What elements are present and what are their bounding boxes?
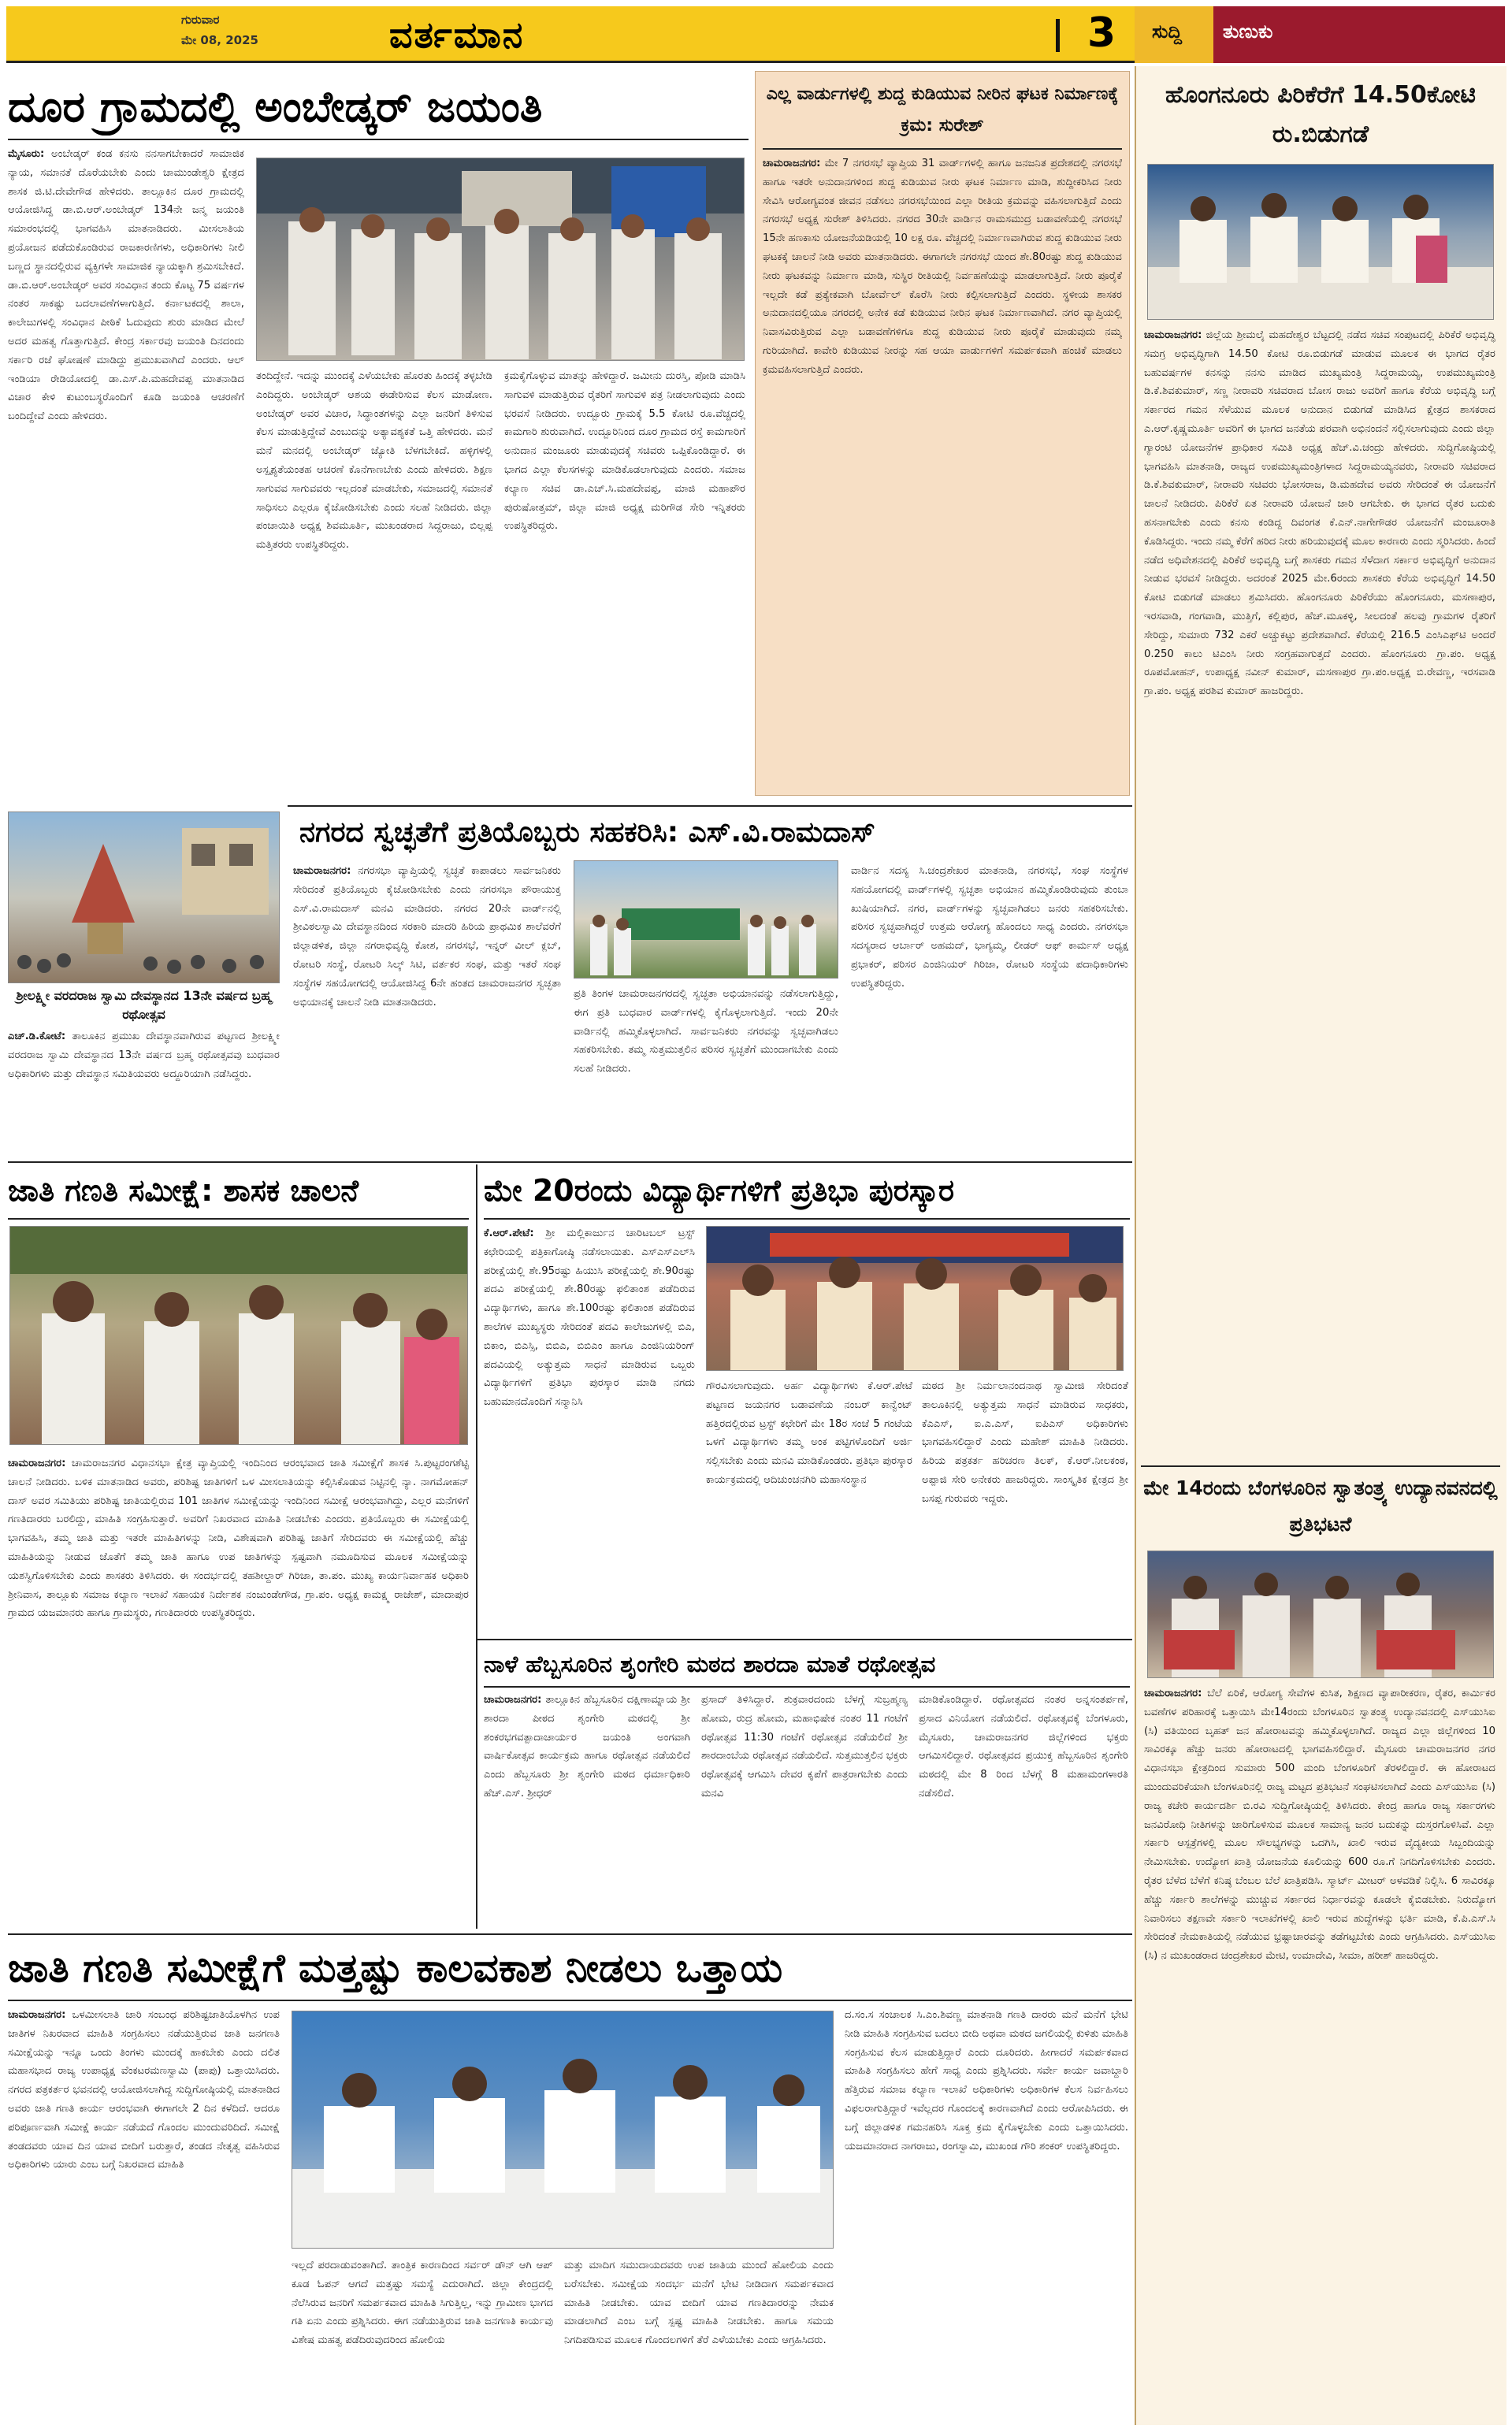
r1-photo-svg xyxy=(1148,165,1494,320)
a5-photo-svg xyxy=(10,1227,468,1445)
page-number: 3 xyxy=(1087,9,1116,57)
a6-col2: ಗೌರವಿಸಲಾಗುವುದು. ಅರ್ಹ ವಿದ್ಯಾರ್ಥಿಗಳು ಕೆ.ಆರ್.ಪೇಟೆ ಪಟ್ಟಣದ ಜಯನಗರ ಬಡಾವಣೆಯ ನಂಬರ್ ಕಾನ್ವೆಂಟ್ ಹತ್ತಿರದಲ್ಲಿರುವ ಟ್ರಸ್ಟ್ ಕಛೇರಿಗೆ ಮೇ 18ರ ಸಂಜೆ 5 ಗಂಟೆಯ ಒಳಗೆ ವಿದ್ಯಾರ್ಥಿಗಳು ತಮ್ಮ ಅಂಕ ಪಟ್ಟಿಗಳೊಂದಿಗೆ ಅರ್ಜಿ ಸಲ್ಲಿಸಬೇಕು ಎಂದು ಮನವಿ ಮಾಡಿಕೊಂಡರು. ಪ್ರತಿಭಾ ಪುರಸ್ಕಾರ ಕಾರ್ಯಕ್ರಮದಲ್ಲಿ ಆದಿಚುಂಚನಗಿರಿ ಮಹಾಸಂಸ್ಥಾನ xyxy=(706,1380,912,1486)
a6-col3: ಮಠದ ಶ್ರೀ ನಿರ್ಮಲಾನಂದನಾಥ ಸ್ವಾಮೀಜಿ ಸೇರಿದಂತೆ ತಾಲೂಕಿನಲ್ಲಿ ಅತ್ಯುತ್ತಮ ಸಾಧನೆ ಮಾಡಿರುವ ಸಾಧಕರು, ಕೆಎಎಸ್, ಐ.ಎ.ಎಸ್, ಐಪಿಎಸ್ ಅಧಿಕಾರಿಗಳು ಭಾಗವಹಿಸಲಿದ್ದಾರೆ ಎಂದು ಮಹೇಶ್ ಮಾಹಿತಿ ನೀಡಿದರು. ಹಿರಿಯ ಪತ್ರಕರ್ತ ಹರಿಚರಣ ತಿಲಕ್, ಕೆ.ಆರ್.ನೀಲಕಂಠ, ಅಪ್ಪಾಜಿ ಸೇರಿ ಅನೇಕರು ಹಾಜರಿದ್ದರು. ಸಾಂಸ್ಕೃತಿಕ ಕ್ಷೇತ್ರದ ಶ್ರೀ ಬಸಪ್ಪ ಗುರುವರು ಇದ್ದರು. xyxy=(922,1380,1128,1505)
a4-text-1: ನಗರಸಭಾ ವ್ಯಾಪ್ತಿಯಲ್ಲಿ ಸ್ವಚ್ಛತೆ ಕಾಪಾಡಲು ಸಾರ್ವಜನಿಕರು ಸೇರಿದಂತೆ ಪ್ರತಿಯೊಬ್ಬರು ಕೈಜೋಡಿಸಬೇಕು ಎಂದು ನಗರಸಭಾ ಪೌರಾಯುಕ್ತ ಎಸ್.ವಿ.ರಾಮದಾಸ್ ಮನವಿ ಮಾಡಿದರು. ನಗರದ 20ನೇ ವಾರ್ಡ್‌ನಲ್ಲಿ ಶ್ರೀವಿಠಲಸ್ವಾಮಿ ದೇವಸ್ಥಾನದಿಂದ ಸರಕಾರಿ ಮಾದರಿ ಹಿರಿಯ ಪ್ರಾಥಮಿಕ ಶಾಲೆವರೆಗೆ ಜಿಲ್ಲಾಡಳಿತ, ಜಿಲ್ಲಾ ನಗರಾಭಿವೃದ್ಧಿ ಕೋಶ, ನಗರಸಭೆ, ಇನ್ನರ್ ವೀಲ್ ಕ್ಲಬ್, ರೋಟರಿ ಸಂಸ್ಥೆ, ರೋಟರಿ ಸಿಲ್ಕ್ ಸಿಟಿ, ವರ್ತಕರ ಸಂಘ, ಮತ್ತು ಇತರೆ ಸಂಘ ಸಂಸ್ಥೆಗಳ ಸಹಯೋಗದಲ್ಲಿ ಆಯೋಜಿಸಿದ್ದ 6ನೇ ಹಂತದ ಚಾಮರಾಜನಗರ ಸ್ವಚ್ಛತಾ ಅಭಿಯಾನಕ್ಕೆ ಚಾಲನೆ ನೀಡಿ ಮಾತನಾಡಿದರು. xyxy=(293,865,561,1008)
a5-photo xyxy=(9,1226,468,1445)
r2-col1 xyxy=(1144,1684,1495,2423)
a6-dateline: ಕೆ.ಆರ್.ಪೇಟೆ: xyxy=(484,1227,534,1239)
a6-rule xyxy=(484,1218,1130,1220)
a4-dateline: ಚಾಮರಾಜನಗರ: xyxy=(293,865,351,877)
a8-text-1: ಒಳಮೀಸಲಾತಿ ಜಾರಿ ಸಂಬಂಧ ಪರಿಶಿಷ್ಟಜಾತಿಯೊಳಗಿನ ಉಪ ಜಾತಿಗಳ ನಿಖರವಾದ ಮಾಹಿತಿ ಸಂಗ್ರಹಿಸಲು ನಡೆಯುತ್ತಿರುವ ಜಾತಿ ಜನಗಣತಿ ಸಮೀಕ್ಷೆಯನ್ನು ಇನ್ನೂ ಒಂದು ತಿಂಗಳು ಮುಂದಕ್ಕೆ ಹಾಕಬೇಕು ಎಂದು ದಲಿತ ಮಹಾಸಭಾದ ರಾಜ್ಯ ಉಪಾಧ್ಯಕ್ಷ ವೆಂಕಟರಮಣಸ್ವಾಮಿ (ಪಾಪು) ಒತ್ತಾಯಿಸಿದರು. ನಗರದ ಪತ್ರಕರ್ತರ ಭವನದಲ್ಲಿ ಆಯೋಜಿಸಲಾಗಿದ್ದ ಸುದ್ದಿಗೋಷ್ಠಿಯಲ್ಲಿ ಮಾತನಾಡಿದ ಅವರು ಜಾತಿ ಗಣತಿ ಕಾರ್ಯ ಆರಂಭವಾಗಿ ಈಗಾಗಲೇ 2 ದಿನ ಕಳೆದಿದೆ. ಆದರೂ ಪರಿಪೂರ್ಣವಾಗಿ ಸಮೀಕ್ಷೆ ಕಾರ್ಯ ನಡೆಯದೆ ಗೊಂದಲ ಮುಂದುವರಿದಿದೆ. ಸಮೀಕ್ಷೆ ತಂಡದವರು ಯಾವ ದಿನ ಯಾವ ಬೀದಿಗೆ ಬರುತ್ತಾರೆ, ತಂಡದ ನೇತೃತ್ವ ವಹಿಸಿರುವ ಅಧಿಕಾರಿಗಳು ಯಾರು ಎಂಬ ಬಗ್ಗೆ ನಿಖರವಾದ ಮಾಹಿತಿ xyxy=(8,2009,280,2171)
r2-dateline: ಚಾಮರಾಜನಗರ: xyxy=(1144,1688,1202,1699)
a5-top-rule xyxy=(8,1161,1132,1163)
a8-col2: ಇಲ್ಲದೆ ಪರದಾಡುವಂತಾಗಿದೆ. ತಾಂತ್ರಿಕ ಕಾರಣದಿಂದ ಸರ್ವರ್ ಡೌನ್ ಆಗಿ ಆಪ್ ಕೂಡ ಓಪನ್ ಆಗದೆ ಮತ್ತಷ್ಟು ಸಮಸ್ಯೆ ಎದುರಾಗಿದೆ. ಜಿಲ್ಲಾ ಕೇಂದ್ರದಲ್ಲಿ ನೆಲೆಸಿರುವ ಜನರಿಗೆ ಸಮರ್ಪಕವಾದ ಮಾಹಿತಿ ಸಿಗುತ್ತಿಲ್ಲ, ಇನ್ನು ಗ್ರಾಮೀಣ ಭಾಗದ ಗತಿ ಏನು ಎಂದು ಪ್ರಶ್ನಿಸಿದರು. ಈಗ ನಡೆಯುತ್ತಿರುವ ಜಾತಿ ಜನಗಣತಿ ಕಾರ್ಯವು ವಿಶೇಷ ಮಹತ್ವ ಪಡೆದಿರುವುದರಿಂದ ಹೋಲಿಯ xyxy=(292,2260,553,2347)
a1-col2: ತಂದಿದ್ದೇನೆ. ಇದನ್ನು ಮುಂದಕ್ಕೆ ಎಳೆಯಬೇಕು ಹೊರತು ಹಿಂದಕ್ಕೆ ತಳ್ಳಬೇಡಿ ಎಂದಿದ್ದರು. ಅಂಬೇಡ್ಕರ್ ಆಶಯ ಈಡೇರಿಸುವ ಕೆಲಸ ಮಾಡೋಣ. ಅಂಬೇಡ್ಕರ್ ಅವರ ವಿಚಾರ, ಸಿದ್ಧಾಂತಗಳನ್ನು ಎಲ್ಲಾ ಜನರಿಗೆ ತಿಳಿಸುವ ಕೆಲಸ ಮಾಡುತ್ತಿದ್ದೇವೆ ಎಂಬುದನ್ನು ಅತ್ಯಾವಶ್ಯಕತೆ ಒತ್ತಿ ಹೇಳಿದರು. ಮನೆ ಮನೆ ಮನದಲ್ಲಿ ಅಂಬೇಡ್ಕರ್ ಜ್ಯೋತಿ ಬೆಳಗಬೇಕಿದೆ. ಹಳ್ಳಿಗಳಲ್ಲಿ ಅಸ್ಪೃಶ್ಯತೆಯಂತಹ ಆಚರಣೆ ಕೊನೆಗಾಣಬೇಕು ಎಂದು ಹೇಳಿದರು. ಶಿಕ್ಷಣ ಸಾಗುವವ ಸಾಗುವವರು ಇಲ್ಲದಂತೆ ಮಾಡಬೇಕು, ಸಮಾಜದಲ್ಲಿ ಸಮಾನತೆ ಸಾಧಿಸಲು ಎಲ್ಲರೂ ಕೈಜೋಡಿಸಬೇಕು ಎಂದು ಸಲಹೆ ನೀಡಿದರು. ಜಿಲ್ಲಾ ಪಂಚಾಯಿತಿ ಅಧ್ಯಕ್ಷ ಶಿವಮೂರ್ತಿ, ಮುಖಂಡರಾದ ಸಿದ್ದರಾಜು, ಬಿಲ್ಲಪ್ಪ ಮತ್ತಿತರರು ಉಪಸ್ಥಿತರಿದ್ದರು. xyxy=(256,370,492,552)
r1-headline: ಹೊಂಗನೂರು ಪಿರಿಕೆರೆಗೆ 14.50ಕೋಟಿ ರು.ಬಿಡುಗಡೆ xyxy=(1165,81,1476,148)
a7-rule xyxy=(484,1686,1130,1688)
a1-dateline: ಮೈಸೂರು: xyxy=(8,148,45,160)
a5-col1 xyxy=(8,1454,469,1886)
a5-rule xyxy=(8,1218,469,1220)
a8-col1 xyxy=(8,2006,280,2423)
section-tag-a-text: ಸುದ್ದಿ xyxy=(1152,20,1183,43)
r1-text: ಜಿಲ್ಲೆಯ ಶ್ರೀಮಲೈ ಮಹದೇಶ್ವರ ಬೆಟ್ಟದಲ್ಲಿ ನಡೆದ ಸಚಿವ ಸಂಪುಟದಲ್ಲಿ ಪಿರಿಕೆರೆ ಅಭಿವೃದ್ಧಿ ಸಮಗ್ರ ಅಭಿವೃದ್ಧಿಗಾಗಿ 14.50 ಕೋಟಿ ರೂ.ಬಿಡುಗಡೆ ಮಾಡುವ ಮೂಲಕ ಈ ಭಾಗದ ರೈತರ ಬಹುವರ್ಷಗಳ ಕನಸನ್ನು ನನಸು ಮಾಡಿದ ಮುಖ್ಯಮಂತ್ರಿ ಸಿದ್ದರಾಮಯ್ಯ, ಉಪಮುಖ್ಯಮಂತ್ರಿ ಡಿ.ಕೆ.ಶಿವಕುಮಾರ್, ಸಣ್ಣ ನೀರಾವರಿ ಸಚಿವರಾದ ಬೋಸ ರಾಜು ಅವರಿಗೆ ಹಾಗೂ ಕೆರೆಯ ಅಭಿವೃದ್ಧಿ ಬಗ್ಗೆ ಸರ್ಕಾರದ ಗಮನ ಸೆಳೆಯುವ ಮೂಲಕ ಅನುದಾನ ಬಿಡುಗಡೆ ಮಾಡಿಸಿದ ಕ್ಷೇತ್ರದ ಶಾಸಕರಾದ ಎ.ಆರ್.ಕೃಷ್ಣಮೂರ್ತಿ ಅವರಿಗೆ ಈ ಭಾಗದ ಜನತೆಯ ಪರವಾಗಿ ಅಭಿನಂದನೆ ಸಲ್ಲಿಸಲಾಗುವುದು ಎಂದು ಜಿಲ್ಲಾ ಗ್ಯಾರಂಟಿ ಯೋಜನೆಗಳ ಪ್ರಾಧಿಕಾರ ಸಮಿತಿ ಅಧ್ಯಕ್ಷ ಹೆಚ್.ವಿ.ಚಂದ್ರು ಹೇಳಿದರು. ಸುದ್ದಿಗೋಷ್ಠಿಯಲ್ಲಿ ಭಾಗವಹಿಸಿ ಮಾತನಾಡಿ, ರಾಜ್ಯದ ಉಪಮುಖ್ಯಮಂತ್ರಿಗಳಾದ ಸಿದ್ದರಾಮಯ್ಯನವರು, ನೀರಾವರಿ ಸಚಿವರಾದ ಡಿ.ಕೆ.ಶಿವಕುಮಾರ್, ನೀರಾವರಿ ಸಚಿವರು ಭೋಸರಾಜ, ಡಿ.ಮಹದೇವ ಅವರು ಸೇರಿದಂತೆ ಈ ಯೋಜನೆಗೆ ಚಾಲನೆ ನೀಡಿದರು. ಪಿರಿಕೆರೆ ಏತ ನೀರಾವರಿ ಯೋಜನೆ ಜಾರಿ ಆಗಬೇಕು. ಈ ಭಾಗದ ರೈತರ ಬದುಕು ಹಸನಾಗಬೇಕು ಎಂದು ಕನಸು ಕಂಡಿದ್ದ ದಿವಂಗತ ಕೆ.ಎನ್.ನಾಗೇಗೌಡರ ಯೋಜನೆಗೆ ಮಂಜೂರಾತಿ ಕೊಡಿಸಿದ್ದರು. ಇಂದು ನಮ್ಮ ಕೆರೆಗೆ ಹರಿದ ನೀರು ಹರಿಯುವುದಕ್ಕೆ ಮೂಲ ಕಾರಣರು ಎಂದು ಸ್ಮರಿಸಿದರು. ಹಿಂದೆ ನಡೆದ ಅಧಿವೇಶನದಲ್ಲಿ ಪಿರಿಕೆರೆ ಅಭಿವೃದ್ಧಿ ಬಗ್ಗೆ ಶಾಸಕರು ಗಮನ ಸೆಳೆದಾಗ ಸರ್ಕಾರ ಅಭಿವೃದ್ಧಿಗೆ ಅನುದಾನ ನೀಡುವ ಭರವಸೆ ನೀಡಿದ್ದರು. ಅದರಂತೆ 2025 ಮೇ.6ರಂದು ಶಾಸಕರು ಕೆರೆಯ ಅಭಿವೃದ್ಧಿಗೆ 14.50 ಕೋಟಿ ಬಿಡುಗಡೆ ಮಾಡಲು ಶ್ರಮಿಸಿದರು. ಹೊಂಗನೂರು ಪಿರಿಕೆರೆಯು ಹೊಂಗನೂರು, ಮಸಣಾಪುರ, ಇರಸವಾಡಿ, ಗಂಗವಾಡಿ, ಮುತ್ತಿಗೆ, ಕಲ್ಲಿಪುರ, ಹೆಚ್.ಮೂಕಳ್ಳಿ, ಸೀಲದಂತೆ ಹಲವು ಗ್ರಾಮಗಳ ರೈತರಿಗೆ ಸೇರಿದ್ದು, ಸುಮಾರು 732 ಎಕರೆ ಅಚ್ಚುಕಟ್ಟು ಪ್ರದೇಶವಾಗಿದೆ. ಕೆರೆಯಲ್ಲಿ 216.5 ಎಂಸಿಎಫ್‌ಟಿ ಅಂದರೆ 0.250 ಕಾಲು ಟಿಎಂಸಿ ನೀರು ಸಂಗ್ರಹವಾಗುತ್ತದೆ ಎಂದರು. ಹೊಂಗನೂರು ಗ್ರಾ.ಪಂ. ಅಧ್ಯಕ್ಷ ರೂಪಮೋಹನ್, ಉಪಾಧ್ಯಕ್ಷ ನವೀನ್ ಕುಮಾರ್, ಮಸಣಾಪುರ ಗ್ರಾ.ಪಂ.ಅಧ್ಯಕ್ಷ ಬಿ.ರೇವಣ್ಣ, ಇರಸವಾಡಿ ಗ್ರಾ.ಪಂ. ಅಧ್ಯಕ್ಷ ಪರಶಿವ ಕುಮಾರ್ ಹಾಜರಿದ್ದರು. xyxy=(1144,329,1495,698)
r1-dateline: ಚಾಮರಾಜನಗರ: xyxy=(1144,329,1202,341)
r1-photo xyxy=(1147,164,1494,320)
section-tag-a xyxy=(1135,6,1213,63)
a2-text: ಮೇ 7 ನಗರಸಭೆ ವ್ಯಾಪ್ತಿಯ 31 ವಾರ್ಡ್‌ಗಳಲ್ಲಿ ಹಾಗೂ ಜನಜನಿತ ಪ್ರದೇಶದಲ್ಲಿ ನಗರಸಭೆ ಹಾಗೂ ಇತರೇ ಅನುದಾನಗಳಿಂದ ಶುದ್ದ ಕುಡಿಯುವ ನೀರು ಘಟಕ ನಿರ್ಮಾಣ ಮಾಡಿ, ಶುದ್ದೀಕರಿಸಿದ ನೀರು ಸೇವಿಸಿ ಆರೋಗ್ಯವಂತ ಜೀವನ ನಡೆಸಲು ನಗರಸಭೆಯಿಂದ ಎಲ್ಲಾ ರೀತಿಯ ಕ್ರಮವನ್ನು ವಹಿಸಲಾಗುತ್ತಿದೆ ಎಂದು ನಗರಸಭೆ ಅಧ್ಯಕ್ಷ ಸುರೇಶ್ ತಿಳಿಸಿದರು. ನಗರದ 30ನೇ ವಾರ್ಡಿನ ರಾಮಸಮುದ್ರ ಬಡಾವಣೆಯಲ್ಲಿ ನಗರಸಭೆ 15ನೇ ಹಣಕಾಸು ಯೋಜನೆಯಡಿಯಲ್ಲಿ 10 ಲಕ್ಷ ರೂ. ವೆಚ್ಚದಲ್ಲಿ ನಿರ್ಮಾಣವಾಗಿರುವ ಶುದ್ದ ಕುಡಿಯುವ ನೀರು ಘಟಕಕ್ಕೆ ಚಾಲನೆ ನೀಡಿ ಅವರು ಮಾತನಾಡಿದರು. ಈಗಾಗಲೇ ನಗರಸಭೆ ಯಿಂದ ಶೇ.80ರಷ್ಟು ಶುದ್ದ ಕುಡಿಯುವ ನೀರು ಘಟಕವನ್ನು ನಿರ್ಮಾಣ ಮಾಡಿ, ಸುಸ್ಥಿರ ರೀತಿಯಲ್ಲಿ ನಿರ್ವಹಣೆಯನ್ನು ಮಾಡಲಾಗುತ್ತಿದೆ. ನೀರು ಪೂರೈಕೆ ಇಲ್ಲದೇ ಕಡೆ ಪ್ರತ್ಯೇಕವಾಗಿ ಬೋರ್ವೆಲ್ ಕೊರೆಸಿ ನೀರು ಕಲ್ಪಿಸಲಾಗುತ್ತಿದೆ ಎಂದರು. ಸ್ಥಳೀಯ ಶಾಸಕರ ಅನುದಾನದಲ್ಲಿಯೂ ನಗರದಲ್ಲಿ ಅನೇಕ ಕಡೆ ಕುಡಿಯುವ ನೀರಿನ ಘಟಕ ನಿರ್ಮಾಣವಾಗಿದೆ. ನಗರ ವ್ಯಾಪ್ತಿಯಲ್ಲಿ ನಿವಾಸವಿರುತ್ತಿರುವ ಎಲ್ಲಾ ಬಡಾವಣೆಗಳಿಗೂ ಶುದ್ದ ಕುಡಿಯುವ ನೀರು ಪೂರೈಕೆ ಮಾಡುವುದು ನಮ್ಮ ಗುರಿಯಾಗಿದೆ. ಕಾವೇರಿ ಕುಡಿಯುವ ನೀರನ್ನು ಸಹ ಆಯಾ ವಾರ್ಡುಗಳಿಗೆ ಸಮರ್ಪಕವಾಗಿ ಹಂಚಿಕೆ ಮಾಡಲು ಕ್ರಮವಹಿಸಲಾಗುತ್ತಿದೆ ಎಂದರು. xyxy=(763,158,1122,376)
r2-text: ಬೆಲೆ ಏರಿಕೆ, ಆರೋಗ್ಯ ಸೇವೆಗಳ ಕುಸಿತ, ಶಿಕ್ಷಣದ ವ್ಯಾಪಾರೀಕರಣ, ರೈತರ, ಕಾರ್ಮಿಕರ ಬವಣೆಗಳ ಪರಿಹಾರಕ್ಕೆ ಒತ್ತಾಯಿಸಿ ಮೇ14ರಂದು ಬೆಂಗಳೂರಿನ ಸ್ವಾತಂತ್ರ್ಯ ಉದ್ಯಾನವನದಲ್ಲಿ ಎಸ್‌ಯುಸಿಐ (ಸಿ) ವತಿಯಿಂದ ಬೃಹತ್ ಜನ ಹೋರಾಟವನ್ನು ಹಮ್ಮಿಕೊಳ್ಳಲಾಗಿದೆ. ರಾಜ್ಯದ ಎಲ್ಲಾ ಜಿಲ್ಲೆಗಳಿಂದ 10 ಸಾವಿರಕ್ಕೂ ಹೆಚ್ಚು ಜನರು ಹೋರಾಟದಲ್ಲಿ ಭಾಗವಹಿಸಲಿದ್ದಾರೆ. ಮೈಸೂರು ಚಾಮರಾಜನಗರ ನಗರ ವಿಧಾನಸಭಾ ಕ್ಷೇತ್ರದಿಂದ ಸುಮಾರು 500 ಮಂದಿ ಬೆಂಗಳೂರಿಗೆ ತೆರಳಲಿದ್ದಾರೆ. ಈ ಹೋರಾಟದ ಮುಂದುವರಿಕೆಯಾಗಿ ಬೆಂಗಳೂರಿನಲ್ಲಿ ರಾಜ್ಯ ಮಟ್ಟದ ಪ್ರತಿಭಟನೆ ಸಂಘಟಿಸಲಾಗಿದೆ ಎಂದು ಎಸ್‌ಯುಸಿಐ (ಸಿ) ರಾಜ್ಯ ಕಚೇರಿ ಕಾರ್ಯದರ್ಶಿ ಬಿ.ರವಿ ಸುದ್ದಿಗೋಷ್ಠಿಯಲ್ಲಿ ತಿಳಿಸಿದರು. ಕೇಂದ್ರ ಹಾಗೂ ರಾಜ್ಯ ಸರ್ಕಾರಗಳು ಜನವಿರೋಧಿ ನೀತಿಗಳನ್ನು ಜಾರಿಗೊಳಿಸುವ ಮೂಲಕ ಸಾಮಾನ್ಯ ಜನರ ಬದುಕನ್ನು ದುಸ್ತರಗೊಳಿಸಿವೆ. ಎಲ್ಲಾ ಸರ್ಕಾರಿ ಆಸ್ಪತ್ರೆಗಳಲ್ಲಿ ಮೂಲ ಸೌಲಭ್ಯಗಳನ್ನು ಒದಗಿಸಿ, ಖಾಲಿ ಇರುವ ವೈದ್ಯಕೀಯ ಸಿಬ್ಬಂದಿಯನ್ನು ನೇಮಿಸಬೇಕು. ಉದ್ಯೋಗ ಖಾತ್ರಿ ಯೋಜನೆಯ ಕೂಲಿಯನ್ನು 600 ರೂ.ಗೆ ನಿಗದಿಗೊಳಿಸಬೇಕು ಎಂದರು. ರೈತರ ಬೆಳೆದ ಬೆಳೆಗೆ ಕನಿಷ್ಠ ಬೆಂಬಲ ಬೆಲೆ ಖಾತ್ರಿಪಡಿಸಿ. ಸ್ಮಾರ್ಟ್ ಮೀಟರ್ ಅಳವಡಿಕೆ ನಿಲ್ಲಿಸಿ. 6 ಸಾವಿರಕ್ಕೂ ಹೆಚ್ಚು ಸರ್ಕಾರಿ ಶಾಲೆಗಳನ್ನು ಮುಚ್ಚುವ ಸರ್ಕಾರದ ನಿರ್ಧಾರವನ್ನು ಕೂಡಲೇ ಕೈಬಿಡಬೇಕು. ನಿರುದ್ಯೋಗ ನಿವಾರಿಸಲು ತಕ್ಷಣವೇ ಸರ್ಕಾರಿ ಇಲಾಖೆಗಳಲ್ಲಿ ಖಾಲಿ ಇರುವ ಹುದ್ದೆಗಳನ್ನು ಭರ್ತಿ ಮಾಡಿ, ಕೆ.ಪಿ.ಎಸ್.ಸಿ ಸೇರಿದಂತೆ ನೇಮಕಾತಿಯಲ್ಲಿ ನಡೆಯುವ ಭ್ರಷ್ಟಾಚಾರವನ್ನು ತಡೆಗಟ್ಟಬೇಕು ಎಂದು ಆಗ್ರಹಿಸಿದರು. ಎಸ್‌ಯುಸಿಐ (ಸಿ) ನ ಮುಖಂಡರಾದ ಚಂದ್ರಶೇಖರ ಮೇಟಿ, ಉಮಾದೇವಿ, ಸೀಮಾ, ಹರೀಶ್ ಹಾಜರಿದ್ದರು. xyxy=(1144,1688,1495,1963)
a8-headline: ಜಾತಿ ಗಣತಿ ಸಮೀಕ್ಷೆಗೆ ಮತ್ತಷ್ಟು ಕಾಲವಕಾಶ ನೀಡಲು ಒತ್ತಾಯ xyxy=(8,1945,783,1991)
a2-col1 xyxy=(763,154,1122,791)
a8-dateline: ಚಾಮರಾಜನಗರ: xyxy=(8,2009,66,2021)
a7-text-1: ತಾಲ್ಲೂಕಿನ ಹೆಬ್ಬಸೂರಿನ ದಕ್ಷಿಣಾಮ್ನಾಯ ಶ್ರೀ ಶಾರದಾ ಪೀಠದ ಶೃಂಗೇರಿ ಮಠದಲ್ಲಿ ಶ್ರೀ ಶಂಕರಭಗವತ್ಪಾದಾಚಾರ್ಯರ ಜಯಂತಿ ಅಂಗವಾಗಿ ವಾರ್ಷಿಕೋತ್ಸವ ಕಾರ್ಯಕ್ರಮ ಹಾಗೂ ರಥೋತ್ಸವ ನಡೆಯಲಿದೆ ಎಂದು ಹೆಬ್ಬಸೂರು ಶ್ರೀ ಶೃಂಗೇರಿ ಮಠದ ಧರ್ಮಾಧಿಕಾರಿ ಹೆಚ್.ಎಸ್. ಶ್ರೀಧರ್ xyxy=(484,1694,690,1799)
a1-text-1: ಅಂಬೇಡ್ಕರ್ ಕಂಡ ಕನಸು ನನಸಾಗಬೇಕಾದರೆ ಸಾಮಾಜಿಕ ನ್ಯಾಯ, ಸಮಾನತೆ ದೊರೆಯಬೇಕು ಎಂದು ಚಾಮುಂಡೇಶ್ವರಿ ಕ್ಷೇತ್ರದ ಶಾಸಕ ಜಿ.ಟಿ.ದೇವೇಗೌಡ ಹೇಳಿದರು. ತಾಲ್ಲೂಕಿನ ದೂರ ಗ್ರಾಮದಲ್ಲಿ ಆಯೋಜಿಸಿದ್ದ ಡಾ.ಬಿ.ಆರ್.ಅಂಬೇಡ್ಕರ್ 134ನೇ ಜನ್ಮ ಜಯಂತಿ ಸಮಾರಂಭದಲ್ಲಿ ಭಾಗವಹಿಸಿ ಮಾತನಾಡಿದರು. ಮೀಸಲಾತಿಯ ಪ್ರಯೋಜನ ಪಡೆದುಕೊಂಡಿರುವ ರಾಜಕಾರಣಿಗಳು, ಅಧಿಕಾರಿಗಳು ನೀಲಿ ಬಣ್ಣದ ಸ್ಥಾನದಲ್ಲಿರುವ ವ್ಯಕ್ತಿಗಳೇ ಸಾಮಾಜಿಕ ನ್ಯಾಯಕ್ಕಾಗಿ ಶ್ರಮಿಸಬೇಕಿದೆ. ಡಾ.ಬಿ.ಆರ್.ಅಂಬೇಡ್ಕರ್ ಅವರ ಸಂವಿಧಾನ ತಂದು ಕೊಟ್ಟ 75 ವರ್ಷಗಳ ನಂತರ ಸಾಕಷ್ಟು ಬದಲಾವಣೆಗಳಾಗುತ್ತಿದೆ. ಕರ್ನಾಟಕದಲ್ಲಿ ಶಾಲಾ, ಕಾಲೇಜುಗಳಲ್ಲಿ ಸಂವಿಧಾನ ಪೀಠಿಕೆ ಓದುವುದು ಶುರು ಮಾಡಿದ ಮೇಲೆ ಅದರ ಮಹತ್ವ ಗೊತ್ತಾಗುತ್ತಿದೆ. ಕೇಂದ್ರ ಸರ್ಕಾರವು ಜಯಂತಿ ದಿನದಂದು ಸರ್ಕಾರಿ ರಜೆ ಘೋಷಣೆ ಮಾಡಿದ್ದು ಪ್ರಮುಖವಾಗಿದೆ ಎಂದರು. ಆಲ್ ಇಂಡಿಯಾ ರೇಡಿಯೋದಲ್ಲಿ ಡಾ.ಎಸ್.ಪಿ.ಮಹದೇವಪ್ಪ ಮಾತನಾಡಿದ ವಿಚಾರ ಕೇಳಿ ಕುಟುಂಬಸ್ಥರೊಂದಿಗೆ ಕೂಡಿ ಜಯಂತಿ ಆಚರಣೆಗೆ ಬಂದಿದ್ದೇವೆ ಎಂದು ಹೇಳಿದರು. xyxy=(8,148,244,423)
r1-col1 xyxy=(1144,326,1495,1462)
a1-photo-svg xyxy=(257,158,745,361)
a5-dateline: ಚಾಮರಾಜನಗರ: xyxy=(8,1458,66,1469)
a2-headline: ಎಲ್ಲ ವಾರ್ಡುಗಳಲ್ಲಿ ಶುದ್ದ ಕುಡಿಯುವ ನೀರಿನ ಘಟಕ ನಿರ್ಮಾಣಕ್ಕೆ ಕ್ರಮ: ಸುರೇಶ್ xyxy=(766,84,1119,136)
a6-photo xyxy=(706,1226,1124,1371)
a8-photo-svg xyxy=(292,2011,834,2249)
a5-headline: ಜಾತಿ ಗಣತಿ ಸಮೀಕ್ಷೆ: ಶಾಸಕ ಚಾಲನೆ xyxy=(8,1173,358,1208)
a4-photo-svg xyxy=(574,861,838,979)
a1-col3: ಕ್ರಮಕೈಗೊಳ್ಳುವ ಮಾತನ್ನು ಹೇಳಿದ್ದಾರೆ. ಜಮೀನು ದುರಸ್ತಿ, ಪೋಡಿ ಮಾಡಿಸಿ ಸಾಗುವಳಿ ಮಾಡುತ್ತಿರುವ ರೈತರಿಗೆ ಸಾಗುವಳಿ ಪತ್ರ ನೀಡಲಾಗುವುದು ಎಂದು ಭರವಸೆ ನೀಡಿದರು. ಉದ್ಬೂರು ಗ್ರಾಮಕ್ಕೆ 5.5 ಕೋಟಿ ರೂ.ವೆಚ್ಚದಲ್ಲಿ ಕಾಮಗಾರಿ ಶುರುವಾಗಿದೆ. ಉದ್ಬೂರಿನಿಂದ ದೂರ ಗ್ರಾಮದ ರಸ್ತೆ ಕಾಮಗಾರಿಗೆ ಅನುದಾನ ಮಂಜೂರು ಮಾಡುವುದಕ್ಕೆ ಸಚಿವರು ಒಪ್ಪಿಕೊಂಡಿದ್ದಾರೆ. ಈ ಭಾಗದ ಎಲ್ಲಾ ಕೆಲಸಗಳನ್ನು ಮಾಡಿಕೊಡಲಾಗುವುದು ಎಂದರು. ಸಮಾಜ ಕಲ್ಯಾಣ ಸಚಿವ ಡಾ.ಎಚ್.ಸಿ.ಮಹದೇವಪ್ಪ, ಮಾಜಿ ಮಹಾಪೌರ ಪುರುಷೋತ್ತಮ್, ಜಿಲ್ಲಾ ಮಾಜಿ ಅಧ್ಯಕ್ಷ ಮರಿಗೌಡ ಸೇರಿ ಇನ್ನಿತರರು ಉಪಸ್ಥಿತರಿದ್ದರು. xyxy=(504,370,745,533)
r2-photo-svg xyxy=(1148,1551,1494,1678)
a7-col3: ಮಾಡಿಕೊಂಡಿದ್ದಾರೆ. ರಥೋತ್ಸವದ ನಂತರ ಅನ್ನಸಂತರ್ಪಣೆ, ಪ್ರಸಾದ ವಿನಿಯೋಗ ನಡೆಯಲಿದೆ. ರಥೋತ್ಸವಕ್ಕೆ ಬೆಂಗಳೂರು, ಮೈಸೂರು, ಚಾಮರಾಜನಗರ ಜಿಲ್ಲೆಗಳಿಂದ ಭಕ್ತರು ಆಗಮಿಸಲಿದ್ದಾರೆ. ರಥೋತ್ಸವದ ಪ್ರಯುಕ್ತ ಹೆಬ್ಬಸೂರಿನ ಶೃಂಗೇರಿ ಮಠದಲ್ಲಿ ಮೇ 8 ರಿಂದ ಬೆಳಗ್ಗೆ 8 ಮಹಾಮಂಗಳಾರತಿ ನಡೆಸಲಿದೆ. xyxy=(919,1694,1128,1799)
a4-col2: ಪ್ರತಿ ತಿಂಗಳ ಚಾಮರಾಜನಗರದಲ್ಲಿ ಸ್ವಚ್ಛತಾ ಅಭಿಯಾನವನ್ನು ನಡೆಸಲಾಗುತ್ತಿದ್ದು, ಈಗ ಪ್ರತಿ ಬುಧವಾರ ವಾರ್ಡ್‌ಗಳಲ್ಲಿ ಕೈಗೊಳ್ಳಲಾಗುತ್ತಿದೆ. ಇಂದು 20ನೇ ವಾರ್ಡಿನಲ್ಲಿ ಹಮ್ಮಿಕೊಳ್ಳಲಾಗಿದೆ. ಸಾರ್ವಜನಿಕರು ನಗರವನ್ನು ಸ್ವಚ್ಛವಾಗಿಡಲು ಸಹಕರಿಸಬೇಕು. ತಮ್ಮ ಸುತ್ತಮುತ್ತಲಿನ ಪರಿಸರ ಸ್ವಚ್ಛತೆಗೆ ಮುಂದಾಗಬೇಕು ಎಂದು ಸಲಹೆ ನೀಡಿದರು. xyxy=(574,988,838,1075)
a1-col1 xyxy=(8,145,244,796)
a6-vrule xyxy=(476,1164,477,1929)
section-tag-b xyxy=(1213,6,1505,63)
r2-headline: ಮೇ 14ರಂದು ಬೆಂಗಳೂರಿನ ಸ್ವಾತಂತ್ರ್ಯ ಉದ್ಯಾನವನದಲ್ಲಿ ಪ್ರತಿಭಟನೆ xyxy=(1143,1476,1498,1536)
a7-headline: ನಾಳೆ ಹೆಬ್ಬಸೂರಿನ ಶೃಂಗೇರಿ ಮಠದ ಶಾರದಾ ಮಾತೆ ರಥೋತ್ಸವ xyxy=(484,1651,936,1677)
a7-col2: ಪ್ರಸಾದ್ ತಿಳಿಸಿದ್ದಾರೆ. ಶುಕ್ರವಾರದಂದು ಬೆಳಗ್ಗೆ ಸುಬ್ರಹ್ಮಣ್ಯ ಹೋಮ, ರುದ್ರ ಹೋಮ, ಮಹಾಭಿಷೇಕ ನಂತರ 11 ಗಂಟೆಗೆ ರಥೋತ್ಸವ 11:30 ಗಂಟೆಗೆ ರಥೋತ್ಸವ ನಡೆಯಲಿದೆ ಶ್ರೀ ಶಾರದಾಂಬೆಯ ರಥೋತ್ಸವ ನಡೆಯಲಿದೆ. ಸುತ್ತಮುತ್ತಲಿನ ಭಕ್ತರು ರಥೋತ್ಸವಕ್ಕೆ ಆಗಮಿಸಿ ದೇವರ ಕೃಪೆಗೆ ಪಾತ್ರರಾಗಬೇಕು ಎಂದು ಮನವಿ xyxy=(701,1694,908,1799)
page-divider-bar xyxy=(1056,19,1060,52)
a5-text: ಚಾಮರಾಜನಗರ ವಿಧಾನಸಭಾ ಕ್ಷೇತ್ರ ವ್ಯಾಪ್ತಿಯಲ್ಲಿ ಇಂದಿನಿಂದ ಆರಂಭವಾದ ಜಾತಿ ಸಮೀಕ್ಷೆಗೆ ಶಾಸಕ ಸಿ.ಪುಟ್ಟರಂಗಶೆಟ್ಟಿ ಚಾಲನೆ ನೀಡಿದರು. ಬಳಿಕ ಮಾತನಾಡಿದ ಅವರು, ಪರಿಶಿಷ್ಟ ಜಾತಿಗಳಿಗೆ ಒಳ ಮೀಸಲಾತಿಯನ್ನು ಕಲ್ಪಿಸಿಕೊಡುವ ನಿಟ್ಟಿನಲ್ಲಿ ನ್ಯಾ. ನಾಗಮೋಹನ್ ದಾಸ್ ಅವರ ಸಮಿತಿಯು ಪರಿಶಿಷ್ಟ ಜಾತಿಯಲ್ಲಿರುವ 101 ಜಾತಿಗಳ ಸಮೀಕ್ಷೆಯನ್ನು ಇಂದಿನಿಂದ ಸಮೀಕ್ಷೆ ಆರಂಭವಾಗಿದ್ದು, ಎಲ್ಲರ ಮನೆಗಳಿಗೆ ಗಣತಿದಾರರು ಬರಲಿದ್ದು, ಮಾಹಿತಿ ಸಂಗ್ರಹಿಸುತ್ತಾರೆ. ಅವರಿಗೆ ನಿಖರವಾದ ಮಾಹಿತಿ ನೀಡಬೇಕು ಎಂದರು. ಪ್ರತಿಯೊಬ್ಬರು ಈ ಸಮೀಕ್ಷೆಯಲ್ಲಿ ಭಾಗವಹಿಸಿ, ತಮ್ಮ ಜಾತಿ ಮತ್ತು ಇತರೇ ಮಾಹಿತಿಗಳನ್ನು ನೀಡಿ, ವಿಶೇಷವಾಗಿ ಪರಿಶಿಷ್ಟ ಜಾತಿಗೆ ಸೇರಿದವರು ಈ ಸಮೀಕ್ಷೆಯಲ್ಲಿ ಹೆಚ್ಚು ಮಾಹಿತಿಯನ್ನು ನೀಡುವ ಜೊತೆಗೆ ತಮ್ಮ ಜಾತಿ ಹಾಗೂ ಉಪ ಜಾತಿಗಳನ್ನು ಸ್ಪಷ್ಟವಾಗಿ ನಮೂದಿಸುವ ಮೂಲಕ ಸಮೀಕ್ಷೆಯನ್ನು ಯಶಸ್ವಿಗೊಳಿಸಬೇಕು ಎಂದು ಶಾಸಕರು ತಿಳಿಸಿದರು. ಈ ಸಂದರ್ಭದಲ್ಲಿ ತಹಶೀಲ್ದಾರ್ ಗಿರಿಜಾ, ತಾ.ಪಂ. ಮುಖ್ಯ ಕಾರ್ಯನಿರ್ವಾಹಕ ಅಧಿಕಾರಿ ಶ್ರೀನಿವಾಸ, ತಾಲ್ಲೂಕು ಸಮಾಜ ಕಲ್ಯಾಣ ಇಲಾಖೆ ಸಹಾಯಕ ನಿರ್ದೇಶಕ ನಂಜುಂಡೇಗೌಡ, ಗ್ರಾ.ಪಂ. ಅಧ್ಯಕ್ಷ ಕಾಮಕ್ಷ್ಮ ರಾಜೇಶ್, ಮಾದಾಪುರ ಗ್ರಾಮದ ಯಜಮಾನರು ಹಾಗೂ ಗ್ರಾಮಸ್ಥರು, ಗಣತಿದಾರರು ಉಪಸ್ಥಿತರಿದ್ದರು. xyxy=(8,1458,469,1620)
masthead-date: ಮೇ 08, 2025 xyxy=(181,33,258,47)
section-tag-b-text: ತುಣುಕು xyxy=(1223,20,1273,43)
a6-photo-svg xyxy=(707,1227,1124,1371)
a3-caption: ಶ್ರೀಲಕ್ಷ್ಮೀ ವರದರಾಜ ಸ್ವಾಮಿ ದೇವಸ್ಥಾನದ 13ನೇ ವರ್ಷದ ಬ್ರಹ್ಮ ರಥೋತ್ಸವ xyxy=(16,988,272,1022)
a8-top-rule xyxy=(8,1933,1132,1935)
a3-photo xyxy=(8,812,280,983)
a2-rule xyxy=(763,148,1122,150)
a1-headline: ದೂರ ಗ್ರಾಮದಲ್ಲಿ ಅಂಬೇಡ್ಕರ್ ಜಯಂತಿ xyxy=(8,82,543,132)
masthead-title: ವರ್ತಮಾನ xyxy=(389,13,525,56)
a6-headline: ಮೇ 20ರಂದು ವಿದ್ಯಾರ್ಥಿಗಳಿಗೆ ಪ್ರತಿಭಾ ಪುರಸ್ಕಾರ xyxy=(484,1173,955,1208)
a4-top-rule xyxy=(288,805,1132,807)
a7-top-rule xyxy=(477,1639,1132,1640)
r2-top-rule xyxy=(1141,1465,1500,1467)
a6-text-1: ಶ್ರೀ ಮಲ್ಲಿಕಾರ್ಜುನ ಚಾರಿಟಬಲ್ ಟ್ರಸ್ಟ್ ಕಛೇರಿಯಲ್ಲಿ ಪತ್ರಿಕಾಗೋಷ್ಠಿ ನಡೆಸಲಾಯಿತು. ಎಸ್‌ಎಸ್‌ಎಲ್‌ಸಿ ಪರೀಕ್ಷೆಯಲ್ಲಿ ಶೇ.95ರಷ್ಟು ಹಿಯುಸಿ ಪರೀಕ್ಷೆಯಲ್ಲಿ ಶೇ.90ರಷ್ಟು ಪದವಿ ಪರೀಕ್ಷೆಯಲ್ಲಿ ಶೇ.80ರಷ್ಟು ಫಲಿತಾಂಶ ಪಡೆದಿರುವ ವಿದ್ಯಾರ್ಥಿಗಳು, ಹಾಗೂ ಶೇ.100ರಷ್ಟು ಫಲಿತಾಂಶ ಪಡೆದಿರುವ ಶಾಲೆಗಳ ಮುಖ್ಯಸ್ಥರು ಸೇರಿದಂತೆ ಪದವಿ ಕಾಲೇಜುಗಳಲ್ಲಿ ಬಿಎ, ಬಿಕಾಂ, ಬಿಎಸ್ಸಿ, ಬಿಬಿಎ, ಬಿಬಿಎಂ ಹಾಗೂ ಎಂಜಿನಿಯರಿಂಗ್ ಪದವಿಯಲ್ಲಿ ಅತ್ಯುತ್ತಮ ಸಾಧನೆ ಮಾಡಿರುವ ಒಬ್ಬರು ವಿದ್ಯಾರ್ಥಿಗಳಿಗೆ ಪ್ರತಿಭಾ ಪುರಸ್ಕಾರ ಮಾಡಿ ನಗದು ಬಹುಮಾನದೊಂದಿಗೆ ಸನ್ಮಾನಿಸಿ xyxy=(484,1227,695,1409)
a4-headline: ನಗರದ ಸ್ವಚ್ಛತೆಗೆ ಪ್ರತಿಯೊಬ್ಬರು ಸಹಕರಿಸಿ: ಎಸ್.ವಿ.ರಾಮದಾಸ್ xyxy=(299,816,875,849)
a6-col1 xyxy=(484,1224,695,1634)
a3-col1 xyxy=(8,1027,280,1155)
a2-dateline: ಚಾಮರಾಜನಗರ: xyxy=(763,158,821,169)
a8-rule xyxy=(8,2000,1132,2001)
a8-col3: ಮತ್ತು ಮಾದಿಗ ಸಮುದಾಯದವರು ಉಪ ಜಾತಿಯ ಮುಂದೆ ಹೋಲಿಯ ಎಂದು ಬರೆಸಬೇಕು. ಸಮೀಕ್ಷೆಯ ಸಂದರ್ಭ ಮನೆಗೆ ಭೇಟಿ ನೀಡಿದಾಗ ಸಮರ್ಪಕವಾದ ಮಾಹಿತಿ ನೀಡಬೇಕು. ಯಾವ ಬೀದಿಗೆ ಯಾವ ಗಣತಿದಾರರನ್ನು ನೇಮಕ ಮಾಡಲಾಗಿದೆ ಎಂಬ ಬಗ್ಗೆ ಸ್ಪಷ್ಟ ಮಾಹಿತಿ ನೀಡಬೇಕು. ಹಾಗೂ ಸಮಯ ನಿಗದಿಪಡಿಸುವ ಮೂಲಕ ಗೊಂದಲಗಳಿಗೆ ತೆರೆ ಎಳೆಯಬೇಕು ಎಂದು ಆಗ್ರಹಿಸಿದರು. xyxy=(564,2260,834,2347)
a1-rule xyxy=(8,139,749,140)
r2-photo xyxy=(1147,1551,1494,1678)
a7-col1 xyxy=(484,1691,690,1927)
a3-text: ತಾಲೂಕಿನ ಪ್ರಮುಖ ದೇವಸ್ಥಾನವಾಗಿರುವ ಪಟ್ಟಣದ ಶ್ರೀಲಕ್ಷ್ಮೀ ವರದರಾಜ ಸ್ವಾಮಿ ದೇವಸ್ಥಾನದ 13ನೇ ವರ್ಷದ ಬ್ರಹ್ಮ ರಥೋತ್ಸವವು ಬುಧವಾರ ಅಧಿಕಾರಿಗಳು ಮತ್ತು ದೇವಸ್ಥಾನ ಸಮಿತಿಯವರು ಅದ್ದೂರಿಯಾಗಿ ನಡೆಸಿದ್ದರು. xyxy=(8,1031,280,1080)
a4-photo xyxy=(574,860,838,979)
a4-col1 xyxy=(293,862,561,1155)
a3-dateline: ಎಚ್.ಡಿ.ಕೋಟೆ: xyxy=(8,1031,66,1042)
a1-photo xyxy=(256,158,745,361)
a8-col4: ದ.ಸಂ.ಸ ಸಂಚಾಲಕ ಸಿ.ಎಂ.ಶಿವಣ್ಣ ಮಾತನಾಡಿ ಗಣತಿ ದಾರರು ಮನೆ ಮನೆಗೆ ಭೇಟಿ ನೀಡಿ ಮಾಹಿತಿ ಸಂಗ್ರಹಿಸುವ ಬದಲು ಬೀದಿ ಅಥವಾ ಮಠದ ಜಗಲಿಯಲ್ಲಿ ಕುಳಿತು ಮಾಹಿತಿ ಸಂಗ್ರಹಿಸುವ ಕೆಲಸ ಮಾಡುತ್ತಿದ್ದಾರೆ ಎಂದು ದೂರಿದರು. ಹೀಗಾದರೆ ಸಮರ್ಪಕವಾದ ಮಾಹಿತಿ ಸಂಗ್ರಹಿಸಲು ಹೇಗೆ ಸಾಧ್ಯ ಎಂದು ಪ್ರಶ್ನಿಸಿದರು. ಸರ್ವೇ ಕಾರ್ಯ ಜವಾಬ್ದಾರಿ ಹೆತ್ತಿರುವ ಸಮಾಜ ಕಲ್ಯಾಣ ಇಲಾಖೆ ಅಧಿಕಾರಿಗಳು ಅಧಿಕಾರಿಗಳ ಕೆಲಸ ನಿರ್ವಹಿಸಲು ವಿಫಲರಾಗುತ್ತಿದ್ದಾರೆ ಇವೆಲ್ಲದರ ಗೊಂದಲಕ್ಕೆ ಕಾರಣವಾಗಿದೆ ಎಂದು ಆರೋಪಿಸಿದರು. ಈ ಬಗ್ಗೆ ಜಿಲ್ಲಾಡಳಿತ ಗಮನಹರಿಸಿ ಸೂಕ್ತ ಕ್ರಮ ಕೈಗೊಳ್ಳಬೇಕು ಎಂದು ಒತ್ತಾಯಿಸಿದರು. ಯಜಮಾನರಾದ ನಾಗರಾಜು, ರಂಗಸ್ವಾಮಿ, ಮುಖಂಡ ಗೌರಿ ಶಂಕರ್ ಉಪಸ್ಥಿತರಿದ್ದರು. xyxy=(845,2009,1128,2152)
a3-photo-svg xyxy=(9,812,280,983)
a7-dateline: ಚಾಮರಾಜನಗರ: xyxy=(484,1694,542,1706)
a4-col3: ವಾರ್ಡಿನ ಸದಸ್ಯ ಸಿ.ಚಂದ್ರಶೇಖರ ಮಾತನಾಡಿ, ನಗರಸಭೆ, ಸಂಘ ಸಂಸ್ಥೆಗಳ ಸಹಯೋಗದಲ್ಲಿ ವಾರ್ಡ್‌ಗಳಲ್ಲಿ ಸ್ವಚ್ಛತಾ ಅಭಿಯಾನ ಹಮ್ಮಿಕೊಂಡಿರುವುದು ತುಂಬಾ ಖುಷಿಯಾಗಿದೆ. ನಗರ, ವಾರ್ಡ್‌ಗಳನ್ನು ಸ್ವಚ್ಛವಾಗಿಡಲು ಜನರು ಸಹಕರಿಸಬೇಕು. ಪರಿಸರ ಸ್ವಚ್ಛವಾಗಿದ್ದರೆ ಉತ್ತಮ ಆರೋಗ್ಯ ಹೊಂದಲು ಸಾಧ್ಯ ಎಂದರು. ನಗರಸಭಾ ಸದಸ್ಯರಾದ ಆರ್ಬಾರ್ ಅಹಮದ್, ಭಾಗ್ಯಮ್ಮ, ಲೀಡರ್ ಆಫ್ ಕಾರ್ಮಸ್ ಅಧ್ಯಕ್ಷ ಪ್ರಭಾಕರ್, ಪರಿಸರ ಎಂಜಿನಿಯರ್ ಗಿರಿಜಾ, ರೋಟರಿ ಸಂಸ್ಥೆಯ ಪದಾಧಿಕಾರಿಗಳು ಉಪಸ್ಥಿತರಿದ್ದರು. xyxy=(851,865,1128,990)
a8-photo xyxy=(292,2011,834,2249)
masthead-day: ಗುರುವಾರ xyxy=(181,13,220,27)
masthead xyxy=(6,6,1135,63)
